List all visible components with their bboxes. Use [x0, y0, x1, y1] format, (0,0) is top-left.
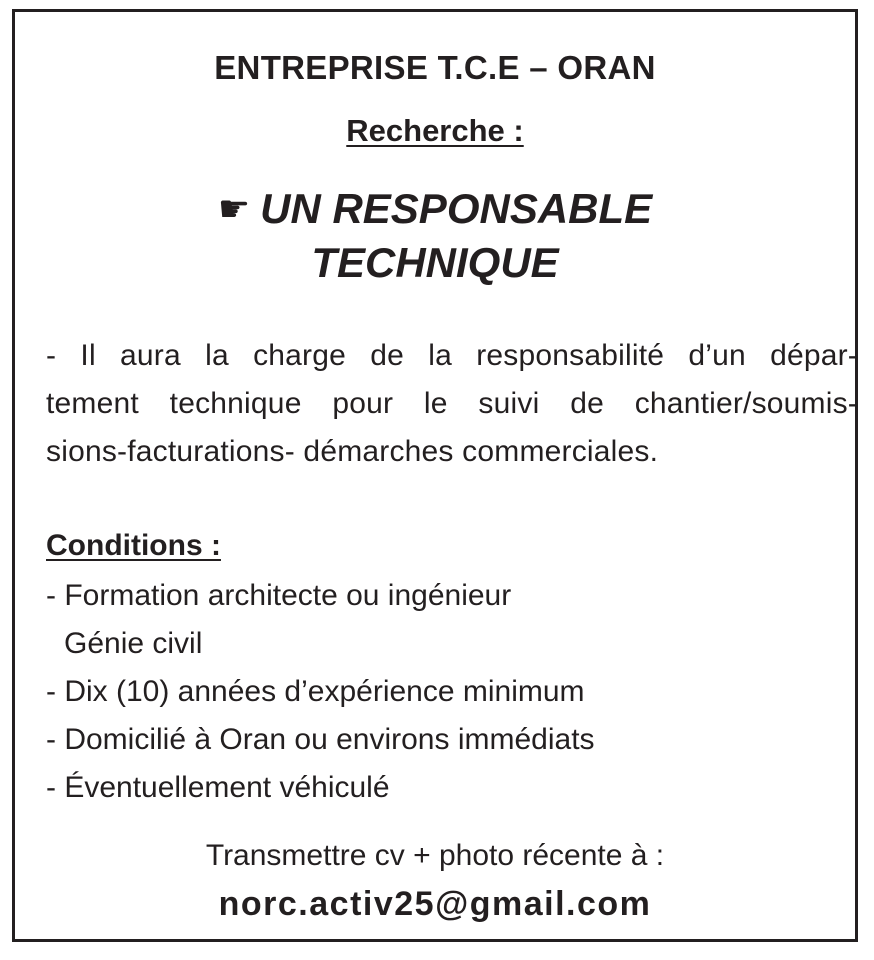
job-title-text-1: UN RESPONSABLE [260, 185, 653, 232]
conditions-heading [46, 526, 221, 566]
recherche-label: Recherche : [346, 113, 524, 148]
recherche-heading [15, 112, 855, 150]
job-title [15, 182, 855, 290]
conditions-label: Conditions : [46, 529, 221, 562]
conditions-list [46, 572, 846, 812]
ad-border-frame [12, 9, 858, 942]
description-line-2: tement technique pour le suivi de chantier/soumis- [46, 387, 858, 420]
contact-email: norc.activ25@gmail.com [218, 885, 652, 923]
condition-item: - Formation architecte ou ingénieur [46, 579, 512, 612]
description-line-3: sions-facturations- démarches commerciales. [46, 435, 659, 468]
condition-item: - Éventuellement véhiculé [46, 771, 390, 804]
condition-item: Génie civil [64, 627, 203, 660]
job-title-line-1 [15, 182, 855, 236]
job-description [46, 332, 858, 476]
condition-item: - Domicilié à Oran ou environs immédiats [46, 723, 595, 756]
condition-item: - Dix (10) années d’expérience minimum [46, 675, 585, 708]
pointing-hand-icon: ☛ [217, 188, 251, 229]
job-title-line-2: TECHNIQUE [311, 239, 559, 286]
company-name: ENTREPRISE T.C.E – ORAN [214, 49, 656, 86]
contact-instruction: Transmettre cv + photo récente à : [205, 839, 665, 872]
description-line-1: - Il aura la charge de la responsabilité d’un dépar- [46, 339, 858, 372]
